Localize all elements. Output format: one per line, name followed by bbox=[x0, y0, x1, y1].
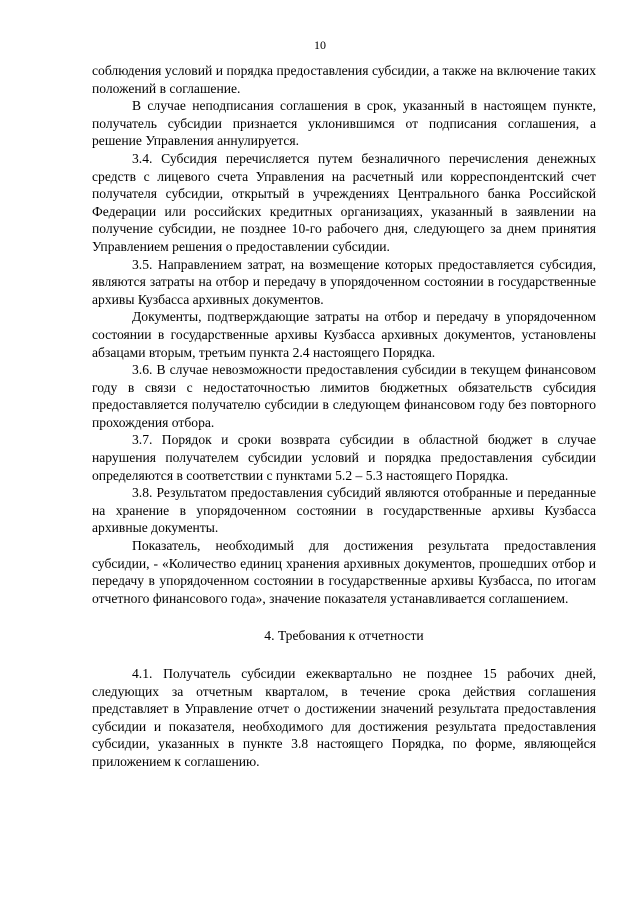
paragraph-3-8-indicator: Показатель, необходимый для достижения результата предоставления субсидии, - «Количество единиц хранения архивных документов, прошедших отбор и передачу в упорядоченном состоянии в государственные архивы Кузбасса, по итогам отчетного финансового года», значение показателя устанавливается соглашением. bbox=[92, 538, 596, 606]
paragraph-3-7: 3.7. Порядок и сроки возврата субсидии в областной бюджет в случае нарушения получателем субсидии условий и порядка предоставления субсидии определяются в соответствии с пунктами 5.2 – 5.3 настоящего Порядка. bbox=[92, 432, 596, 483]
paragraph-continuation: соблюдения условий и порядка предоставления субсидии, а также на включение таких положений в соглашение. bbox=[92, 63, 596, 96]
paragraph-3-8: 3.8. Результатом предоставления субсидий являются отобранные и переданные на хранение в упорядоченном состоянии в государственные архивы Кузбасса архивные документы. bbox=[92, 485, 596, 536]
paragraph-unsigned-agreement: В случае неподписания соглашения в срок, указанный в настоящем пункте, получатель субсидии признается уклонившимся от подписания соглашения, а решение Управления аннулируется. bbox=[92, 98, 596, 149]
document-body bbox=[92, 62, 596, 771]
paragraph-3-5-documents: Документы, подтверждающие затраты на отбор и передачу в упорядоченном состоянии в государственные архивы Кузбасса архивных документов, установлены абзацами вторым, третьим пункта 2.4 настоящего Порядка. bbox=[92, 309, 596, 360]
section-heading-4: 4. Требования к отчетности bbox=[264, 628, 424, 644]
paragraph-3-5: 3.5. Направлением затрат, на возмещение которых предоставляется субсидия, являются затраты на отбор и передачу в упорядоченном состоянии в государственные архивы Кузбасса архивных документов. bbox=[92, 256, 596, 307]
page-number: 10 bbox=[314, 38, 326, 52]
paragraph-4-1: 4.1. Получатель субсидии ежеквартально не позднее 15 рабочих дней, следующих за отчетным кварталом, в течение срока действия соглашения представляет в Управление отчет о достижении значений результата предоставления субсидии и показателя, необходимого для достижения результата предоставления субсидии, указанных в пункте 3.8 настоящего Порядка, по форме, являющейся приложением к соглашению. bbox=[92, 666, 596, 769]
paragraph-3-6: 3.6. В случае невозможности предоставления субсидии в текущем финансовом году в связи с недостаточностью лимитов бюджетных обязательств субсидия предоставляется получателю субсидии в следующем финансовом году без повторного прохождения отбора. bbox=[92, 362, 596, 430]
paragraph-3-4: 3.4. Субсидия перечисляется путем безналичного перечисления денежных средств с лицевого счета Управления на расчетный или корреспондентский счет получателя субсидии, открытый в учреждениях Центрального банка Российской Федерации или российских кредитных организациях, указанный в заявлении на получение субсидии, не позднее 10-го рабочего дня, следующего за днем принятия Управлением решения о предоставлении субсидии. bbox=[92, 150, 596, 254]
